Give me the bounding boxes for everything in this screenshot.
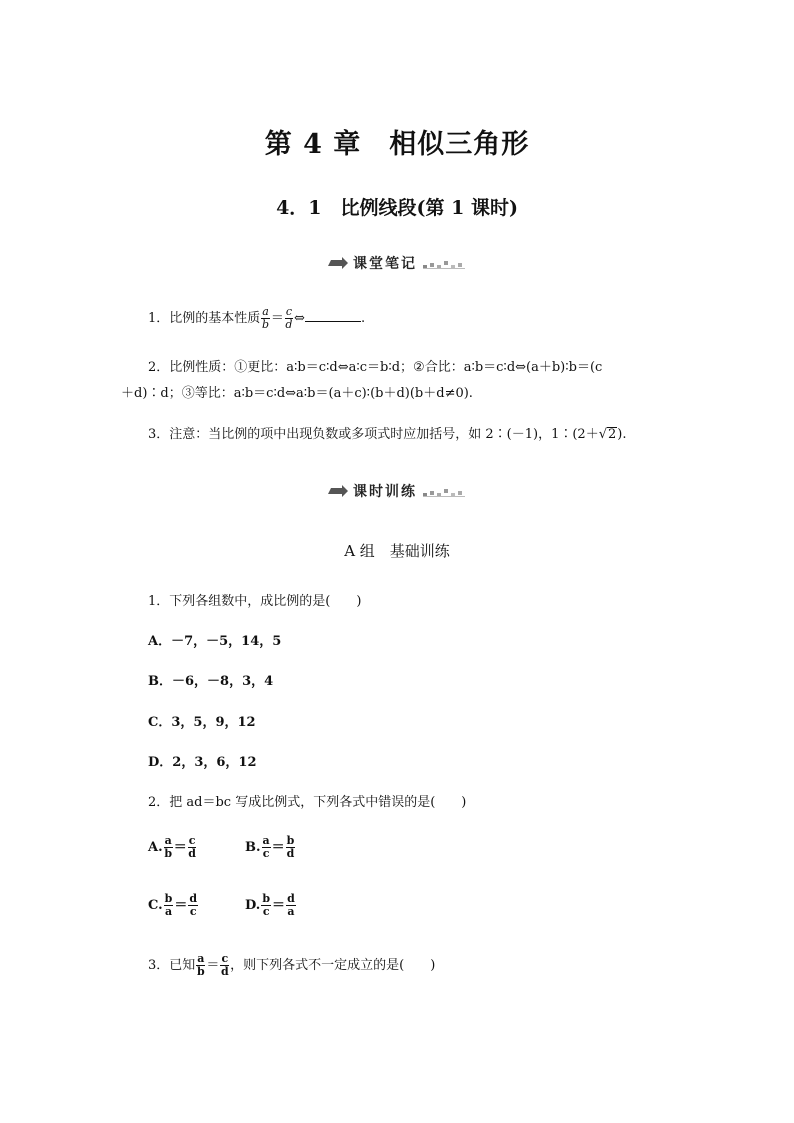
question-2-option-c[interactable]: [148, 893, 199, 918]
arrow-icon: [327, 484, 349, 498]
fraction-numerator: a: [262, 834, 270, 847]
fraction-numerator: d: [189, 892, 198, 905]
note-3: [148, 425, 627, 445]
question-1-stem: 1．下列各组数中，成比例的是( ): [148, 594, 362, 609]
equals-sign: ＝: [271, 840, 285, 855]
fraction-denominator: a: [164, 905, 173, 918]
note-1-text: 1．比例的基本性质: [148, 311, 261, 326]
section-title: 4．1 比例线段(第 1 课时): [276, 197, 518, 219]
equals-sign: ＝: [173, 840, 187, 855]
question-3-stem: [148, 953, 435, 978]
arrow-icon: [327, 256, 349, 270]
option-label: C.: [148, 898, 163, 913]
fraction: [196, 953, 205, 978]
fraction: [261, 306, 270, 331]
fraction: [286, 893, 296, 918]
fraction: [164, 835, 173, 860]
fraction-numerator: a: [197, 952, 205, 965]
group-title: A 组 基础训练: [344, 542, 450, 560]
notes-banner: [0, 253, 794, 274]
fraction-numerator: a: [262, 305, 269, 318]
fraction: [188, 835, 197, 860]
question-1-option-a[interactable]: A．－7，－5，14，5: [148, 634, 282, 649]
fraction: [188, 893, 198, 918]
note-2-line-2: ＋d)∶d；③等比：a∶b＝c∶d⇔a∶b＝(a＋c)∶(b＋d)(b＋d≠0).: [121, 386, 473, 401]
fraction: [285, 306, 293, 331]
fraction-denominator: b: [262, 318, 270, 331]
question-1-option-b[interactable]: B．－6，－8，3，4: [148, 674, 274, 689]
question-3-suffix: ，则下列各式不一定成立的是( ): [230, 958, 436, 973]
fraction-denominator: c: [262, 847, 270, 860]
fraction: [286, 835, 296, 860]
option-label: B.: [245, 840, 261, 855]
question-2-option-d[interactable]: [245, 893, 297, 918]
equals-sign: ＝: [270, 311, 284, 326]
question-3-prefix: 3．已知: [148, 958, 196, 973]
fraction-numerator: a: [164, 834, 172, 847]
sqrt-symbol: √: [598, 427, 607, 442]
note-3-text: 3．注意：当比例的项中出现负数或多项式时应加括号，如 2∶(－1)，1∶(2＋: [148, 427, 599, 442]
equals-sign: ＝: [206, 958, 220, 973]
fraction-numerator: c: [285, 305, 293, 318]
option-label: D.: [245, 898, 261, 913]
answer-blank[interactable]: [305, 307, 361, 322]
fraction-numerator: b: [286, 834, 295, 847]
dots-decoration-icon: [421, 484, 467, 498]
fraction-denominator: b: [164, 847, 173, 860]
sqrt-radicand: 2: [608, 427, 617, 442]
fraction-denominator: d: [220, 965, 229, 978]
fraction-denominator: c: [189, 905, 197, 918]
equivalence-symbol: ⇔: [294, 311, 305, 326]
fraction-denominator: d: [188, 847, 196, 860]
fraction: [261, 893, 271, 918]
dots-decoration-icon: [421, 256, 467, 270]
fraction-numerator: b: [164, 892, 173, 905]
fraction: [262, 835, 271, 860]
fraction-denominator: b: [197, 965, 205, 978]
fraction-denominator: d: [286, 847, 295, 860]
fraction-denominator: d: [285, 318, 293, 331]
question-1-option-d[interactable]: D．2，3，6，12: [148, 755, 257, 770]
question-2-option-b[interactable]: [245, 835, 296, 860]
equals-sign: ＝: [174, 898, 188, 913]
fraction-denominator: a: [287, 905, 295, 918]
fraction-numerator: b: [262, 892, 271, 905]
fraction: [220, 953, 229, 978]
note-1: [148, 306, 365, 331]
practice-banner-label: 课时训练: [353, 484, 417, 500]
fraction-numerator: c: [188, 834, 196, 847]
chapter-title: 第 4 章 相似三角形: [264, 129, 530, 160]
question-2-option-a[interactable]: [148, 835, 197, 860]
fraction-numerator: d: [287, 892, 295, 905]
question-2-stem: 2．把 ad＝bc 写成比例式，下列各式中错误的是( ): [148, 795, 467, 810]
note-3-end: ).: [617, 427, 627, 442]
question-1-option-c[interactable]: C．3，5，9，12: [148, 715, 256, 730]
note-2-line-1: 2．比例性质：①更比：a∶b＝c∶d⇔a∶c＝b∶d；②合比：a∶b＝c∶d⇔(a＋b)∶b＝(c: [148, 360, 603, 375]
option-label: A.: [148, 840, 163, 855]
fraction-denominator: c: [262, 905, 270, 918]
fraction-numerator: c: [221, 952, 229, 965]
period: .: [360, 311, 366, 326]
equals-sign: ＝: [272, 898, 286, 913]
notes-banner-label: 课堂笔记: [353, 256, 417, 272]
fraction: [164, 893, 174, 918]
practice-banner: [0, 481, 794, 502]
